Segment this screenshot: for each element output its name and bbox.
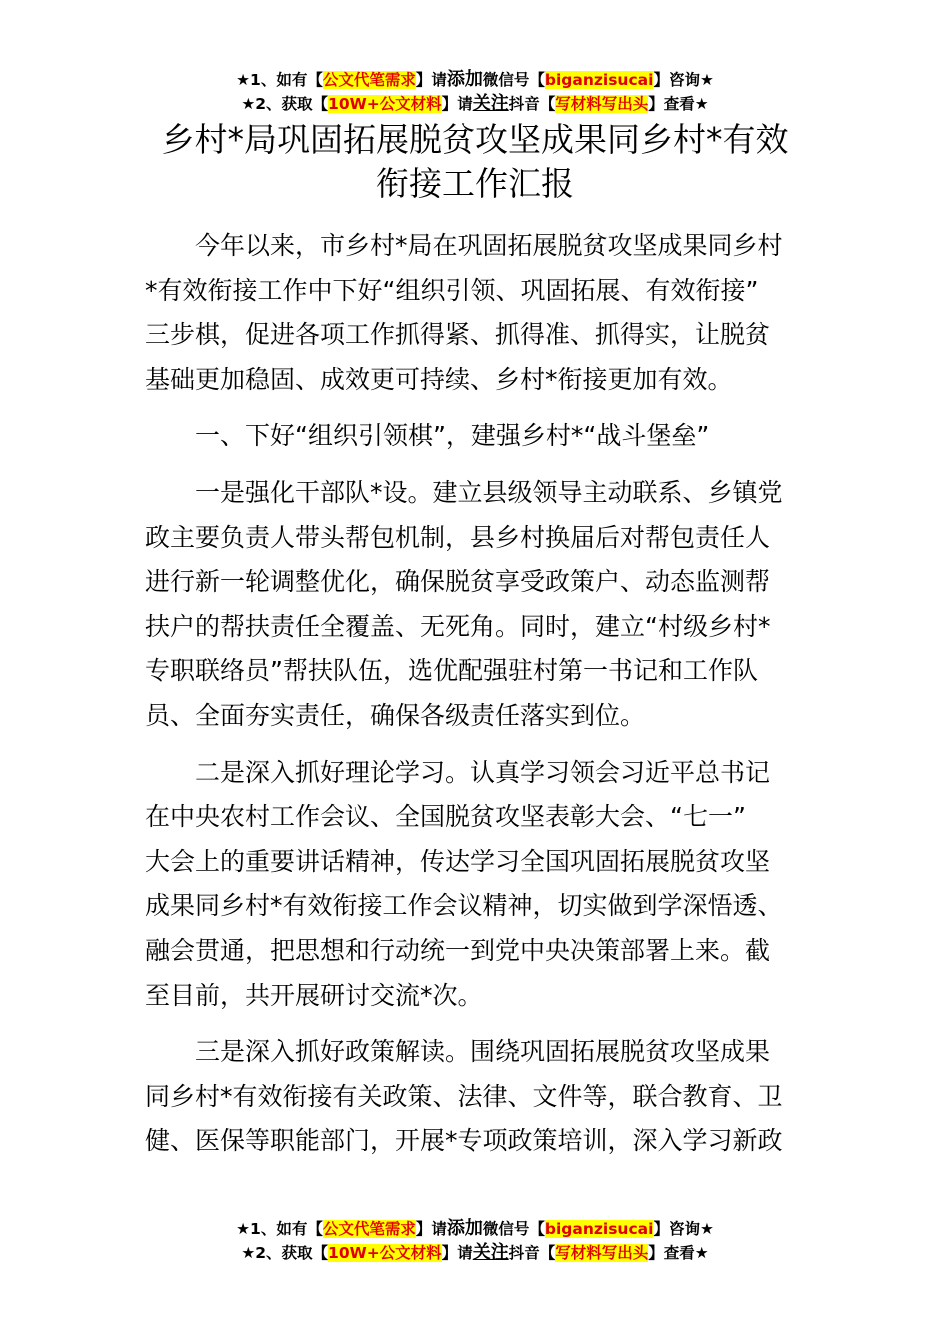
banner-text: 抖音【 xyxy=(508,1244,556,1262)
paragraph xyxy=(145,751,807,1019)
banner-text: ★1、如有【 xyxy=(236,1220,323,1238)
banner-highlight: biganzisucai xyxy=(544,1220,654,1238)
banner-highlight: 写材料写出头 xyxy=(555,1244,649,1262)
paragraph-line: 一是强化干部队*设。建立县级领导主动联系、乡镇党 xyxy=(195,477,783,507)
banner-highlight: 10W+公文材料 xyxy=(328,95,442,113)
paragraph xyxy=(145,1030,807,1164)
paragraph-line: 融会贯通，把思想和行动统一到党中央决策部署上来。截 xyxy=(145,935,771,965)
document-body xyxy=(145,224,807,1176)
paragraph-line: 基础更加稳固、成效更可持续、乡村*衔接更加有效。 xyxy=(145,364,733,394)
banner-text: 添加 xyxy=(446,69,483,90)
banner-highlight: 公文代笔需求 xyxy=(322,1220,416,1238)
paragraph-line: 员、全面夯实责任，确保各级责任落实到位。 xyxy=(145,700,646,730)
document-title xyxy=(0,118,950,206)
banner-text: ★2、获取【 xyxy=(241,1244,329,1262)
title-line-2: 衔接工作汇报 xyxy=(376,164,574,203)
banner-text: 】请 xyxy=(441,1244,473,1262)
banner-text: 】请 xyxy=(441,95,473,113)
banner-highlight: biganzisucai xyxy=(544,71,654,89)
paragraph-line: 健、医保等职能部门，开展*专项政策培训，深入学习新政 xyxy=(145,1126,783,1156)
banner-text: ★1、如有【 xyxy=(236,71,323,89)
banner-highlight: 10W+公文材料 xyxy=(328,1244,442,1262)
paragraph-line: 大会上的重要讲话精神，传达学习全国巩固拓展脱贫攻坚 xyxy=(145,846,771,876)
paragraph xyxy=(145,471,807,739)
paragraph xyxy=(145,224,807,402)
paragraph-line: 扶户的帮扶责任全覆盖、无死角。同时，建立“村级乡村* xyxy=(145,611,771,641)
paragraph-line: 进行新一轮调整优化，确保脱贫享受政策户、动态监测帮 xyxy=(145,567,771,597)
banner-text: 关注 xyxy=(472,1242,509,1263)
banner-line-1 xyxy=(0,1217,950,1241)
banner-text: 】查看★ xyxy=(648,95,709,113)
paragraph-line: *有效衔接工作中下好“组织引领、巩固拓展、有效衔接” xyxy=(145,275,759,305)
paragraph-line: 同乡村*有效衔接有关政策、法律、文件等，联合教育、卫 xyxy=(145,1081,783,1111)
banner-text: 添加 xyxy=(446,1218,483,1239)
paragraph-line: 三是深入抓好政策解读。围绕巩固拓展脱贫攻坚成果 xyxy=(195,1037,771,1067)
paragraph-line: 专职联络员”帮扶队伍，选优配强驻村第一书记和工作队 xyxy=(145,656,758,686)
banner-text: 微信号【 xyxy=(482,1220,545,1238)
banner-text: 】咨询★ xyxy=(653,1220,714,1238)
banner-line-1 xyxy=(0,68,950,92)
banner-text: 】查看★ xyxy=(648,1244,709,1262)
banner-line-2 xyxy=(0,1241,950,1265)
banner-text: 】请 xyxy=(415,1220,447,1238)
banner-text: 关注 xyxy=(472,93,509,114)
paragraph-line: 在中央农村工作会议、全国脱贫攻坚表彰大会、“七一” xyxy=(145,802,746,832)
paragraph-line: 政主要负责人带头帮包机制，县乡村换届后对帮包责任人 xyxy=(145,522,771,552)
banner-text: 】咨询★ xyxy=(653,71,714,89)
paragraph-line: 一、下好“组织引领棋”，建强乡村*“战斗堡垒” xyxy=(195,421,710,451)
banner-line-2 xyxy=(0,92,950,116)
banner-highlight: 公文代笔需求 xyxy=(322,71,416,89)
header-banner xyxy=(0,68,950,116)
paragraph-line: 至目前，共开展研讨交流*次。 xyxy=(145,980,483,1010)
banner-text: 微信号【 xyxy=(482,71,545,89)
title-line-1: 乡村*局巩固拓展脱贫攻坚成果同乡村*有效 xyxy=(161,120,789,159)
banner-text: ★2、获取【 xyxy=(241,95,329,113)
banner-text: 抖音【 xyxy=(508,95,556,113)
paragraph-line: 成果同乡村*有效衔接工作会议精神，切实做到学深悟透、 xyxy=(145,891,783,921)
footer-banner xyxy=(0,1217,950,1265)
paragraph-line: 二是深入抓好理论学习。认真学习领会习近平总书记 xyxy=(195,757,771,787)
paragraph-line: 三步棋，促进各项工作抓得紧、抓得准、抓得实，让脱贫 xyxy=(145,320,771,350)
paragraph-line: 今年以来，市乡村*局在巩固拓展脱贫攻坚成果同乡村 xyxy=(195,231,783,260)
banner-text: 】请 xyxy=(415,71,447,89)
paragraph xyxy=(145,414,807,459)
banner-highlight: 写材料写出头 xyxy=(555,95,649,113)
